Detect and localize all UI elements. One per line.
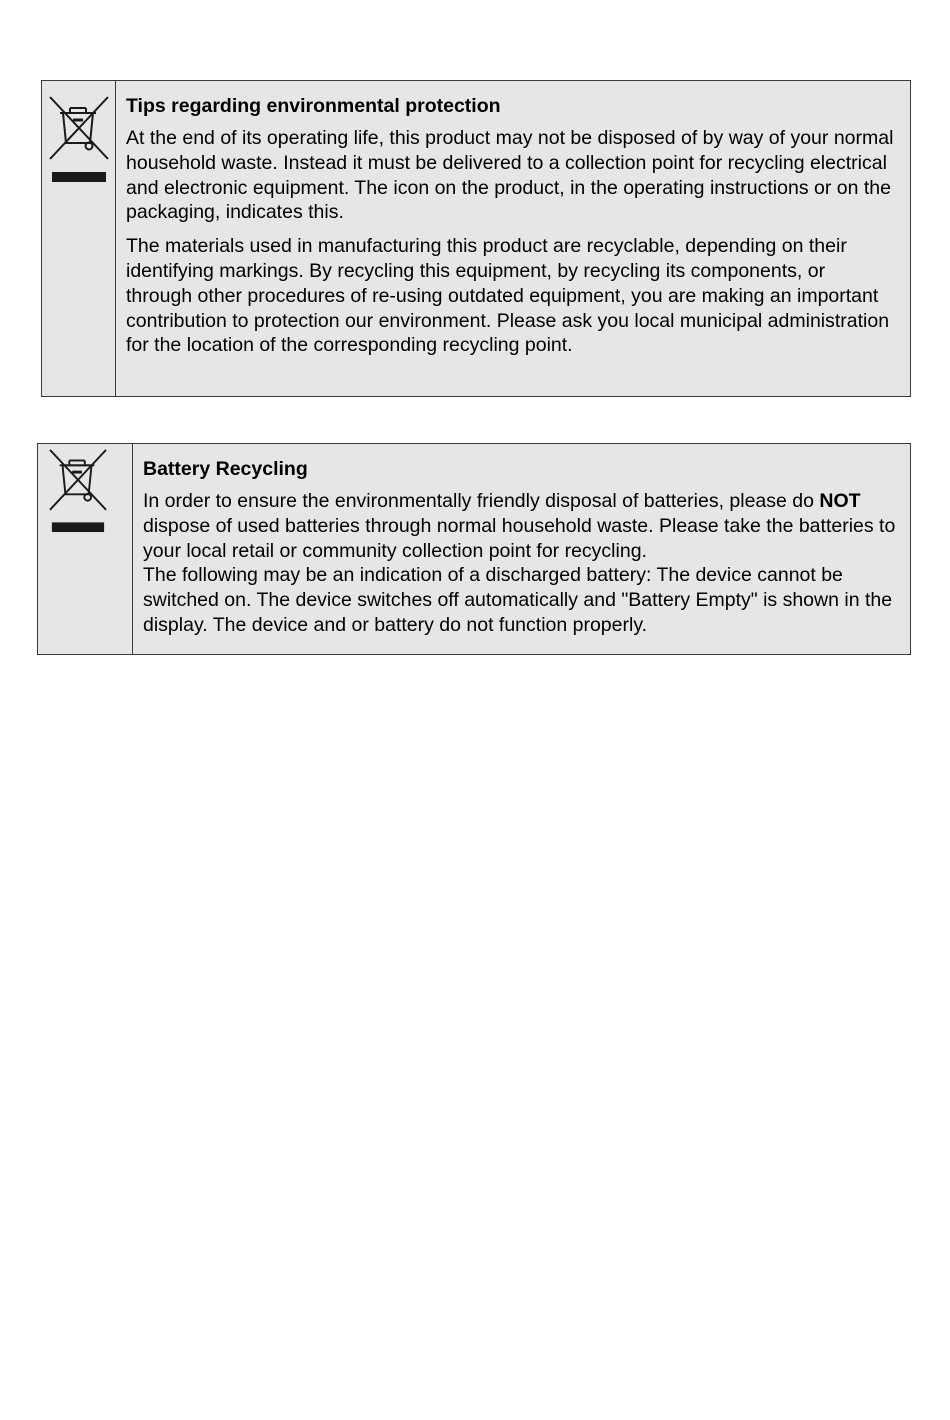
notice-icon-cell [38, 444, 133, 654]
battery-recycling-notice [37, 443, 911, 655]
battery-paragraph-1-end: dispose of used batteries through normal household waste. Please take the batteries to your local retail or community collection point for recycling. [143, 514, 896, 562]
battery-paragraph-1 [143, 489, 904, 563]
crossed-out-wheelie-bin-icon [47, 93, 111, 183]
battery-not-emphasis: NOT [819, 490, 861, 512]
environment-paragraph-1: At the end of its operating life, this product may not be disposed of by way of your normal household waste. Instead it must be delivered to a collection point for recycling electrical and electronic equipment. The icon on the product, in the operating instructions or on the packaging, indicates this. [126, 127, 894, 224]
environmental-protection-notice [41, 80, 911, 397]
battery-title: Battery Recycling [143, 458, 308, 480]
notice-icon-cell [42, 81, 116, 396]
battery-paragraph-2: The following may be an indication of a discharged battery: The device cannot be switched on. The device switches off automatically and "Battery Empty" is shown in the display. The device and or battery do not function properly. [143, 564, 893, 636]
battery-paragraph-1-start: In order to ensure the environmentally friendly disposal of batteries, please do [143, 490, 820, 512]
notice-text [133, 444, 910, 654]
notice-text [116, 81, 910, 396]
crossed-out-wheelie-bin-icon [47, 446, 109, 533]
environment-title: Tips regarding environmental protection [126, 95, 501, 117]
environment-paragraph-2: The materials used in manufacturing this product are recyclable, depending on their identifying markings. By recycling this equipment, by recycling its components, or through other procedures of re-using outdated equipment, you are making an important contribution to protection our environment. Please ask you local municipal administration for the location of the corresponding recycling point. [126, 235, 890, 357]
